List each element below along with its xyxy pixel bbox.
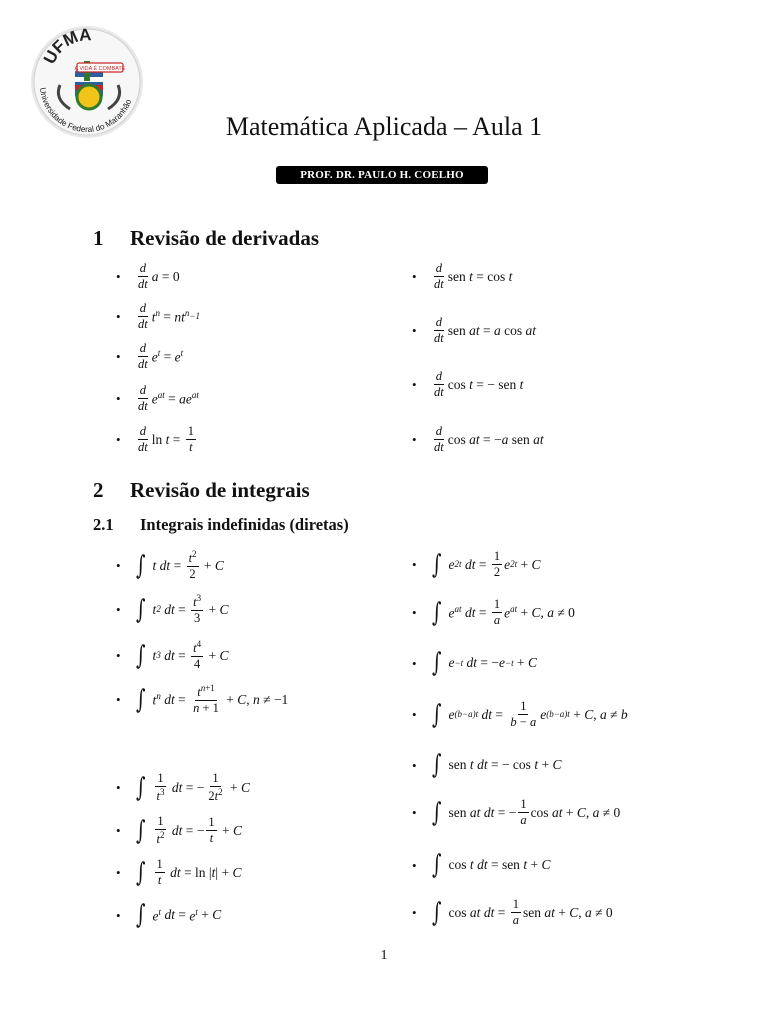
section-number: 2 [93, 478, 104, 502]
derivative-formula: • $\frac{d}{dt}$ $e^t$ = $e^t$ [116, 341, 184, 372]
derivative-formula: • $\frac{d}{dt}$ $t^n$ = $nt^n$ −1 [116, 301, 200, 332]
derivative-formula: • $\frac{d}{dt}$ sen at = a cos at [412, 315, 537, 346]
section-title: Revisão de integrais [130, 478, 310, 502]
logo-ring-text: Universidade Federal do Maranhão [38, 87, 134, 135]
integral-formula: • ∫ e −t dt = − e −t + C [412, 648, 537, 678]
derivative-formula: • $\frac{d}{dt}$ cos t = − sen t [412, 369, 524, 400]
integral-formula: • ∫ t dt = $\frac{t^2}{2}$ + C [116, 549, 224, 582]
integral-formula: • ∫ t 2 dt = $\frac{t^3}{3}$ + C [116, 593, 229, 626]
integral-formula: • ∫ $e^t$ dt = $e^t$ + C [116, 900, 222, 930]
integral-formula: • ∫ cos at dt = $\frac{1}{a}$ sen at + C , a ≠ 0 [412, 897, 613, 928]
integral-formula: • ∫ e (b−a)t dt = $\frac{1}{b - a}$ e (b−a)t + C , a ≠ b [412, 699, 628, 730]
page-title: Matemática Aplicada – Aula 1 [225, 112, 543, 141]
derivative-formula: • $\frac{d}{dt}$ $e^{at}$ = $ae^{at}$ [116, 383, 199, 414]
author-badge: PROF. DR. PAULO H. COELHO [276, 166, 488, 184]
integral-formula: • ∫ t 3 dt = $\frac{t^4}{4}$ + C [116, 639, 229, 672]
logo-banner-text: A VIDA É COMBATE [74, 66, 126, 72]
derivative-formula: • $\frac{d}{dt}$ a = 0 [116, 261, 180, 292]
derivative-formula: • $\frac{d}{dt}$ ln t = $\frac{1}{t}$ [116, 424, 195, 455]
subsection-number: 2.1 [93, 515, 114, 534]
page-number: 1 [380, 948, 388, 963]
integral-formula: • ∫ $e^{at}$ dt = $\frac{1}{a}$ $e^{at}$ + C , a ≠ 0 [412, 597, 575, 628]
logo-acronym: UFMA [39, 25, 92, 67]
subsection-2-1-heading [93, 515, 349, 535]
integral-formula: • ∫ $\frac{1}{t}$ dt = ln | t | + C [116, 857, 242, 888]
derivative-formula: • $\frac{d}{dt}$ sen t = cos t [412, 261, 513, 292]
section-2-heading [93, 478, 310, 503]
integral-formula: • ∫ e 2t dt = $\frac{1}{2}$ e 2t + C [412, 549, 541, 580]
integral-formula: • ∫ sen t dt = − cos t + C [412, 750, 562, 780]
integral-formula: • ∫ $t^n$ dt = $\frac{t^{n+1}}{n + 1}$ + C , n ≠ −1 [116, 683, 289, 716]
integral-formula: • ∫ $\frac{1}{t^3}$ dt = − $\frac{1}{2t^2}$ + C [116, 771, 251, 804]
section-number: 1 [93, 226, 104, 250]
integral-formula: • ∫ $\frac{1}{t^2}$ dt = − $\frac{1}{t}$ + C [116, 814, 243, 847]
integral-formula: • ∫ cos t dt = sen t + C [412, 850, 551, 880]
section-title: Revisão de derivadas [130, 226, 319, 250]
subsection-title: Integrais indefinidas (diretas) [140, 515, 349, 534]
integral-formula: • ∫ sen at dt = − $\frac{1}{a}$ cos at + C , a ≠ 0 [412, 797, 621, 828]
section-1-heading [93, 226, 319, 251]
derivative-formula: • $\frac{d}{dt}$ cos at = − a sen at [412, 424, 544, 455]
